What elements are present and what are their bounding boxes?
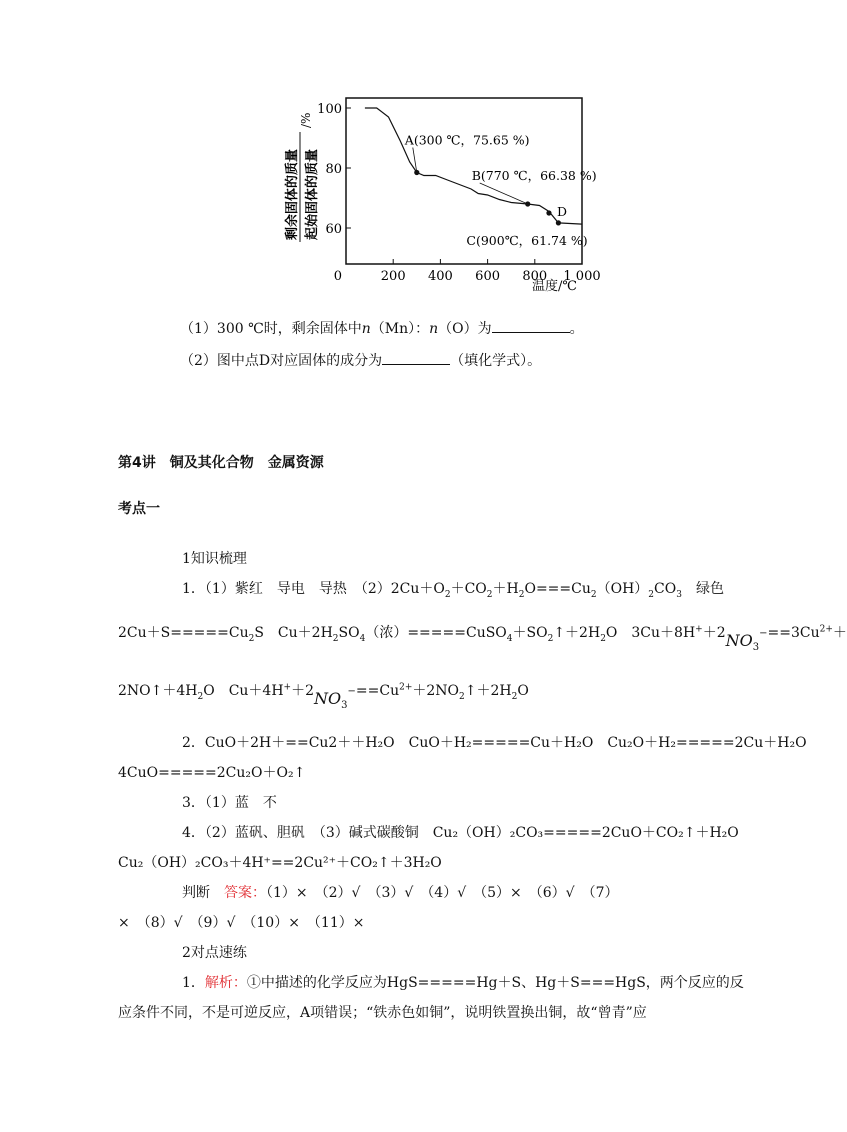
question-2: （2）图中点D对应固体的成分为 （填化学式）。 xyxy=(180,353,542,369)
point-label: C(900℃，61.74 %) xyxy=(466,232,588,248)
judge-line: 判断 答案：（1）× （2）√ （3）√ （4）√ （5）× （6）√ （7） xyxy=(182,885,619,901)
y-tick-label: 80 xyxy=(325,162,342,177)
data-point xyxy=(546,210,551,215)
point-label: B(770 ℃，66.38 %) xyxy=(471,168,597,183)
line-6: 3．（1）蓝 不 xyxy=(182,795,277,811)
line-1: 1．（1）紫红 导电 导热 $(2)2Cu+O_2+CO_2+H_2O===Cu_2(OH)_2CO_3$ 绿色 xyxy=(182,581,724,600)
xlabel: 温度/℃ xyxy=(532,279,577,294)
question-1: （1）300 ℃时，剩余固体中n（Mn）：n（O）为 。 xyxy=(180,321,584,337)
explanation-line: 1．解析：①中描述的化学反应为HgS=====Hg＋S、Hg＋S===HgS，两个反应的反 xyxy=(182,975,744,991)
line-4: 2．CuO＋2H＋==Cu2＋＋H₂O CuO＋H₂=====Cu＋H₂O Cu₂O＋H₂=====2Cu＋H₂O xyxy=(182,735,807,751)
x-tick-label: 1 000 xyxy=(563,269,601,284)
explanation-line-2: 应条件不同，不是可逆反应，A项错误；“铁赤色如铜”，说明铁置换出铜，故“曾青”应 xyxy=(118,1005,647,1021)
x-tick-label: 800 xyxy=(522,269,548,284)
nitrate-ion: $NO_3^-$ xyxy=(725,627,768,654)
line-5: 4CuO=====2Cu₂O＋O₂↑ xyxy=(118,765,306,781)
answer-label: 答案： xyxy=(224,885,266,901)
x-tick-label: 0 xyxy=(333,269,342,284)
y-axis-label xyxy=(284,113,320,242)
line-3: $2NO↑+4H_2O$ $Cu+4H^++2NO_3^-==Cu^{2+}+2NO_2↑+2H_2O$ xyxy=(118,682,529,712)
nitrate-ion: $NO_3^-$ xyxy=(314,685,356,712)
line-2: $2Cu+S=====Cu_2S$ $Cu+2H_2SO_4$（浓）$=====CuSO_4+SO_2↑+2H_2O$ $3Cu+8H^++2NO_3^-==3Cu^{2+}+$ xyxy=(118,624,847,654)
answer-blank[interactable] xyxy=(382,363,450,365)
lecture-title: 第4讲 铜及其化合物 金属资源 xyxy=(118,455,324,471)
ylabel-unit: /% xyxy=(299,112,313,128)
ylabel-top: 剩余固体的质量 xyxy=(285,148,300,240)
x-tick-label: 400 xyxy=(427,269,453,284)
judge-line-2: × （8）√ （9）√ （10）× （11）× xyxy=(118,915,365,931)
section-heading: 考点一 xyxy=(118,501,160,517)
subheading-practice: 2对点速练 xyxy=(182,945,247,961)
data-point xyxy=(556,220,561,225)
chart xyxy=(270,90,600,300)
point-label: A(300 ℃，75.65 %) xyxy=(404,132,530,148)
line-7: 4．（2）蓝矾、胆矾 （3）碱式碳酸铜 Cu₂（OH）₂CO₃=====2CuO＋CO₂↑＋H₂O xyxy=(182,825,739,841)
x-tick-label: 200 xyxy=(380,269,406,284)
explanation-label: 解析： xyxy=(204,975,247,991)
answer-blank[interactable] xyxy=(492,331,570,333)
x-tick-label: 600 xyxy=(475,269,501,284)
line-8: Cu₂（OH）₂CO₃＋4H⁺==2Cu²⁺＋CO₂↑＋3H₂O xyxy=(118,855,442,871)
point-label: D xyxy=(556,204,567,219)
ylabel-bottom: 起始固体的质量 xyxy=(305,148,320,240)
subheading-knowledge: 1知识梳理 xyxy=(182,551,247,567)
data-line xyxy=(365,108,582,224)
y-tick-label: 100 xyxy=(317,102,342,117)
y-tick-label: 60 xyxy=(325,222,342,237)
